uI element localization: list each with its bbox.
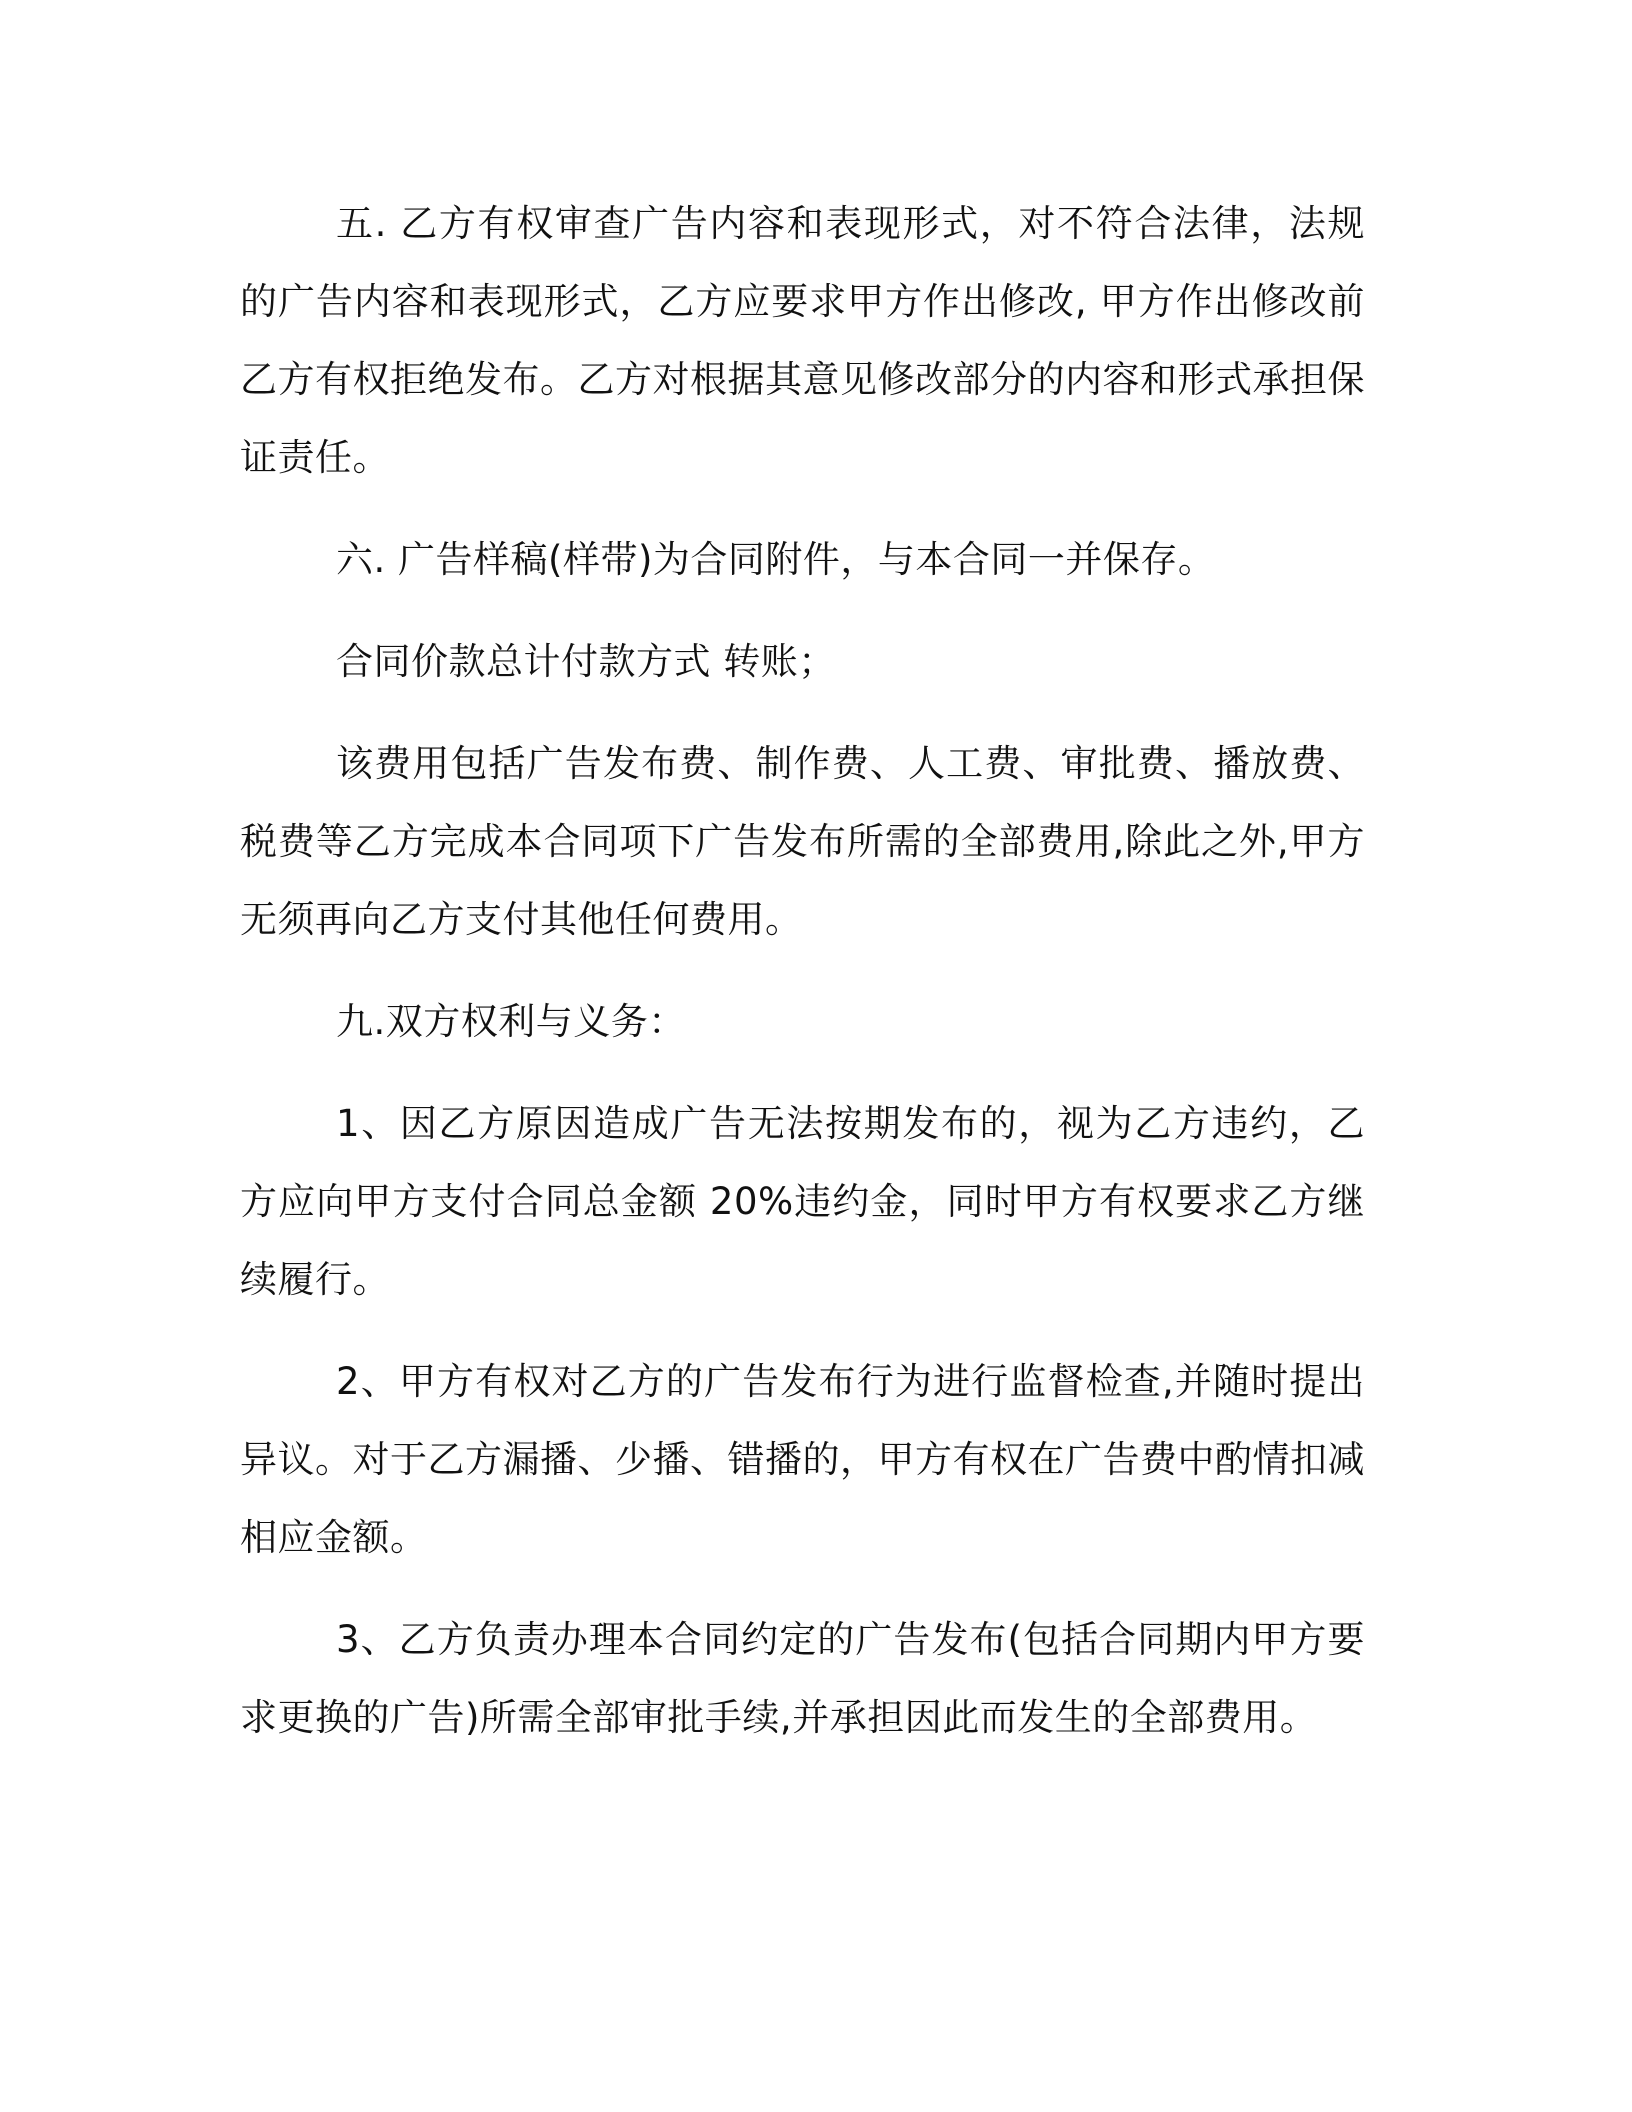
obligation-item-3: 3、乙方负责办理本合同约定的广告发布(包括合同期内甲方要求更换的广告)所需全部审批手续,并承担因此而发生的全部费用。 <box>240 1618 1365 1739</box>
obligation-item-1: 1、因乙方原因造成广告无法按期发布的，视为乙方违约，乙方应向甲方支付合同总金额 20%违约金，同时甲方有权要求乙方继续履行。 <box>240 1102 1365 1301</box>
clause-six-paragraph: 六. 广告样稿(样带)为合同附件，与本合同一并保存。 <box>336 538 1216 581</box>
document-body <box>240 185 1365 1781</box>
contract-price-paragraph: 合同价款总计付款方式 转账； <box>336 640 836 683</box>
clause-nine-heading: 九.双方权利与义务： <box>336 1000 686 1043</box>
fee-coverage-paragraph: 该费用包括广告发布费、制作费、人工费、审批费、播放费、税费等乙方完成本合同项下广告发布所需的全部费用,除此之外,甲方无须再向乙方支付其他任何费用。 <box>240 742 1365 941</box>
clause-five-paragraph: 五. 乙方有权审查广告内容和表现形式，对不符合法律，法规的广告内容和表现形式，乙方应要求甲方作出修改, 甲方作出修改前乙方有权拒绝发布。乙方对根据其意见修改部分的内容和形式承担保证责任。 <box>240 202 1365 479</box>
obligation-item-2: 2、甲方有权对乙方的广告发布行为进行监督检查,并随时提出异议。对于乙方漏播、少播、错播的，甲方有权在广告费中酌情扣减相应金额。 <box>240 1360 1365 1559</box>
